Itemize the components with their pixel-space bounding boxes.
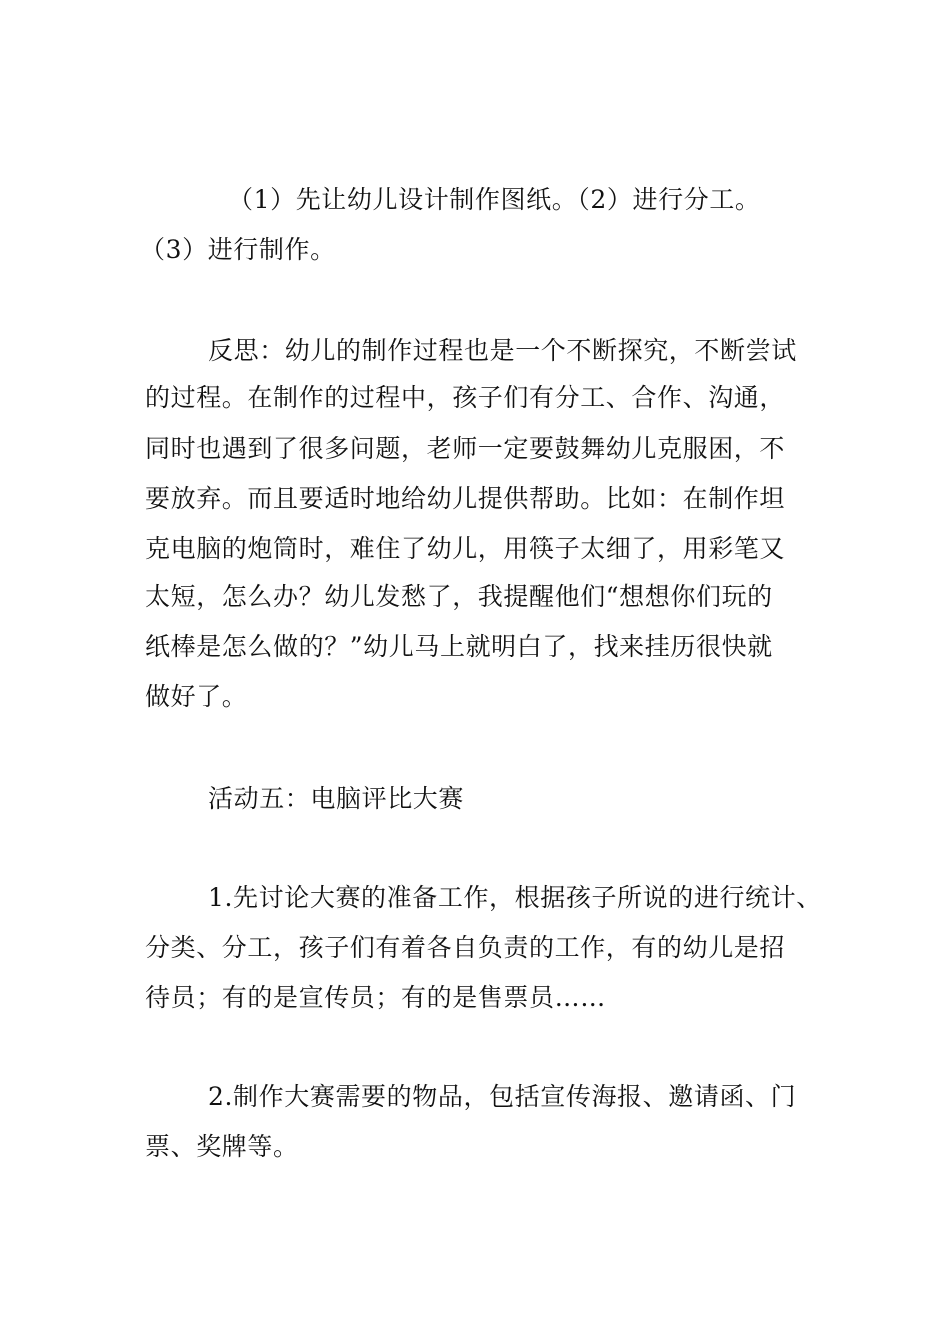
para2-line8: 做好了。 [145,682,248,711]
section-heading: 活动五：电脑评比大赛 [208,784,465,813]
item2-line2: 票、奖牌等。 [145,1132,299,1161]
item1-line1: 1.先讨论大赛的准备工作，根据孩子所说的进行统计、 [208,883,822,912]
para2-line5: 克电脑的炮筒时，难住了幼儿，用筷子太细了，用彩笔又 [145,534,786,563]
para2-line2: 的过程。在制作的过程中，孩子们有分工、合作、沟通， [145,383,786,412]
para2-line4: 要放弃。而且要适时地给幼儿提供帮助。比如：在制作坦 [145,484,786,513]
para1-line1: （1）先让幼儿设计制作图纸。（2）进行分工。 [228,185,761,214]
para2-line7: 纸棒是怎么做的？”幼儿马上就明白了，找来挂历很快就 [145,632,773,661]
para2-line3: 同时也遇到了很多问题，老师一定要鼓舞幼儿克服困，不 [145,434,786,463]
para2-line6: 太短，怎么办？幼儿发愁了，我提醒他们“想想你们玩的 [145,582,773,611]
item1-line2: 分类、分工，孩子们有着各自负责的工作，有的幼儿是招 [145,933,786,962]
item1-line3: 待员；有的是宣传员；有的是售票员…… [145,983,606,1012]
item2-line1: 2.制作大赛需要的物品，包括宣传海报、邀请函、门 [208,1082,797,1111]
para1-line2: （3）进行制作。 [140,235,336,264]
para2-line1: 反思：幼儿的制作过程也是一个不断探究，不断尝试 [208,336,797,365]
